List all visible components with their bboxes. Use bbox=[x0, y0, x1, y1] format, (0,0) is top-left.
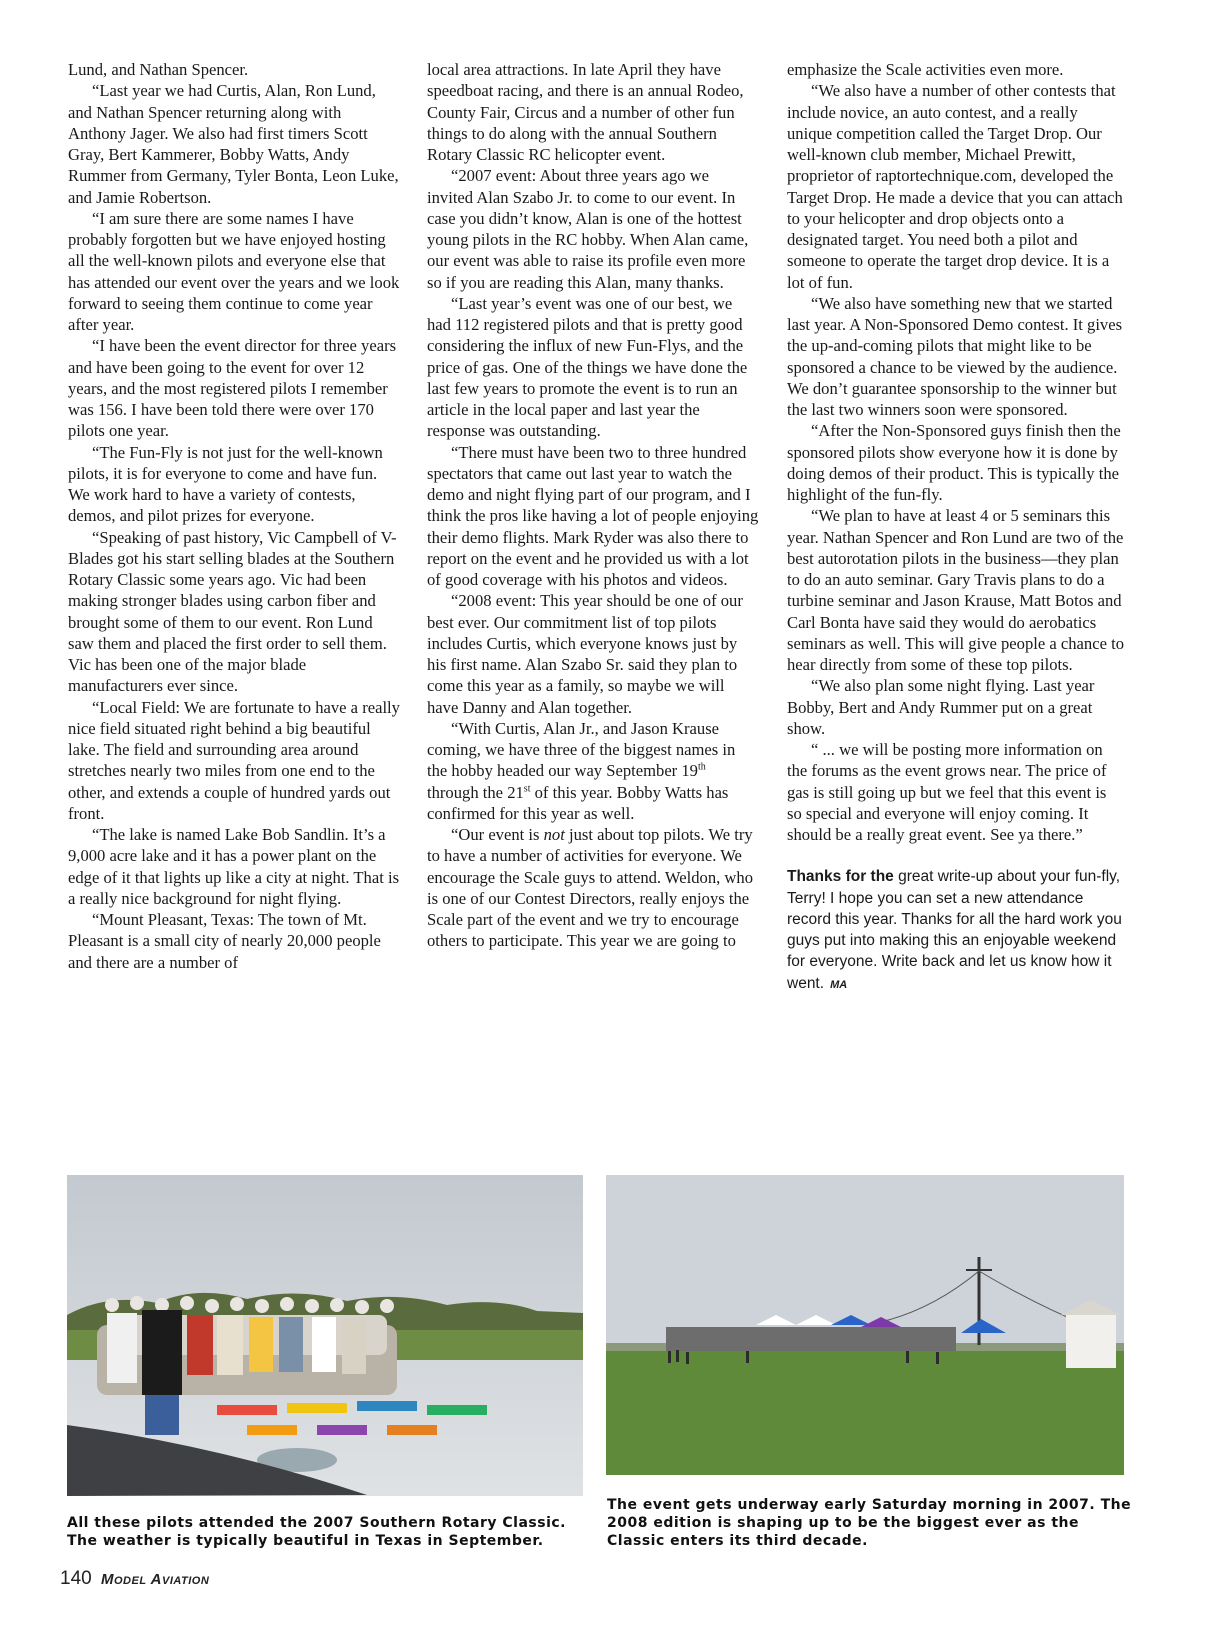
endnote-body: great write-up about your fun-fly, Terry! I hope you can set a new attendance record this year. Thanks for all the hard work you guys put into making this an enjoyable weekend for everyone. Write back and let us know how it went. bbox=[787, 868, 1122, 992]
paragraph: “2008 event: This year should be one of our best ever. Our commitment list of top pilots includes Curtis, which everyone knows just by his first name. Alan Szabo Sr. said they plan to come this year as a family, so maybe we will have Danny and Alan together. bbox=[427, 591, 743, 717]
paragraph: “ ... we will be posting more information on the forums as the event grows near. The price of gas is still going up but we feel that this event is so special and everyone will enjoy coming. It should be a really great event. See ya there.” bbox=[787, 740, 1107, 844]
paragraph: “Mount Pleasant, Texas: The town of Mt. Pleasant is a small city of nearly 20,000 people and there are a number of bbox=[68, 910, 381, 972]
paragraph: “We also have a number of other contests that include novice, an auto contest, and a really unique competition called the Target Drop. Our well-known club member, Michael Prewitt, proprietor of raptortechnique.com, developed the Target Drop. He made a device that you can attach to your helicopter and drop objects onto a designated target. You need both a pilot and someone to operate the target drop device. It is a lot of fun. bbox=[787, 81, 1123, 292]
superscript: st bbox=[523, 782, 531, 794]
field-tents-illustration bbox=[606, 1175, 1124, 1475]
pilots-group-illustration bbox=[67, 1175, 583, 1496]
text-run: “Our event is bbox=[451, 825, 544, 844]
paragraph: “After the Non-Sponsored guys finish then the sponsored pilots show everyone how it is done by doing demos of their product. This is typically the highlight of the fun-fly. bbox=[787, 421, 1121, 504]
paragraph: “Speaking of past history, Vic Campbell of V-Blades got his start selling blades at the Southern Rotary Classic some years ago. Vic had been making stronger blades using carbon fiber and brought some of them to our event. Ron Lund saw them and placed the first order to sell them. Vic has been one of the major blade manufacturers ever since. bbox=[68, 527, 397, 696]
paragraph: Lund, and Nathan Spencer. bbox=[68, 60, 249, 79]
article-column-3 bbox=[787, 59, 1125, 996]
paragraph: “I have been the event director for three years and have been going to the event for over 12 years, and the most registered pilots I remember was 156. I have been told there were over 170 pilots one year. bbox=[68, 336, 397, 441]
photo-caption: All these pilots attended the 2007 Southern Rotary Classic. The weather is typically beautiful in Texas in September. bbox=[67, 1515, 566, 1549]
paragraph: “2007 event: About three years ago we invited Alan Szabo Jr. to come to our event. In case you didn’t know, Alan is one of the hottest young pilots in the RC hobby. When Alan came, our event was able to raise its profile even more so if you are reading this Alan, many thanks. bbox=[427, 166, 749, 292]
editor-endnote bbox=[787, 866, 1125, 996]
pilots-group-photo bbox=[67, 1175, 583, 1496]
magazine-name: Model Aviation bbox=[100, 1571, 210, 1588]
text-run: just about top pilots. We try to have a number of activities for everyone. We encourage the Scale guys to attend. Weldon, who is one of our Contest Directors, really enjoys the Scale part of the event and we try to encourage others to participate. This year we are going to bbox=[427, 825, 753, 951]
page-number: 140 bbox=[60, 1568, 92, 1589]
paragraph bbox=[427, 824, 759, 952]
field-tents-photo bbox=[606, 1175, 1124, 1475]
paragraph: “There must have been two to three hundred spectators that came out last year to watch the demo and night flying part of our program, and I think the pros like having a lot of people enjoying their demo flights. Mark Ryder was also there to report on the event and he provided us with a lot of good coverage with his photos and videos. bbox=[427, 442, 759, 589]
paragraph: emphasize the Scale activities even more. bbox=[787, 60, 1064, 79]
text-run: through the 21 bbox=[427, 782, 524, 802]
emphasis: not bbox=[543, 825, 565, 844]
end-mark: MA bbox=[830, 978, 848, 991]
photo-caption: The event gets underway early Saturday morning in 2007. The 2008 edition is shaping up to be the biggest ever as the Classic enters its third decade. bbox=[607, 1497, 1132, 1549]
text-run: of this year. Bobby Watts has confirmed for this year as well. bbox=[427, 782, 729, 823]
paragraph: “We also plan some night flying. Last year Bobby, Bert and Andy Rummer put on a great show. bbox=[787, 676, 1095, 738]
paragraph: “Last year’s event was one of our best, we had 112 registered pilots and that is pretty good considering the influx of new Fun-Flys, and the price of gas. One of the things we have done the last few years to promote the event is to run an article in the local paper and last year the response was outstanding. bbox=[427, 293, 748, 441]
paragraph: “Last year we had Curtis, Alan, Ron Lund, and Nathan Spencer returning along with Anthony Jager. We also had first timers Scott Gray, Bert Kammerer, Bobby Watts, Andy Rummer from Germany, Tyler Bonta, Leon Luke, and Jamie Robertson. bbox=[68, 81, 399, 207]
superscript: th bbox=[697, 761, 706, 773]
article-column-1 bbox=[68, 59, 400, 973]
paragraph: “The lake is named Lake Bob Sandlin. It’s a 9,000 acre lake and it has a power plant on the edge of it that lights up like a city at night. That is a really nice background for night flying. bbox=[68, 825, 400, 908]
page-footer bbox=[60, 1568, 209, 1590]
paragraph: “We also have something new that we started last year. A Non-Sponsored Demo contest. It gives the up-and-coming pilots that might like to be sponsored a chance to be viewed by the audience. We don’t guarantee sponsorship to the winner but the last two winners soon were sponsored. bbox=[787, 293, 1123, 419]
paragraph: “We plan to have at least 4 or 5 seminars this year. Nathan Spencer and Ron Lund are two of the best autorotation pilots in the business—they plan to do an auto seminar. Gary Travis plans to do a turbine seminar and Jason Krause, Matt Botos and Carl Bonta have said they would do aerobatics seminars as well. This will give people a chance to hear directly from some of these top pilots. bbox=[787, 506, 1125, 674]
paragraph: local area attractions. In late April they have speedboat racing, and there is an annual Rodeo, County Fair, Circus and a number of other fun things to do along with the annual Southern Rotary Classic RC helicopter event. bbox=[427, 60, 744, 164]
paragraph: “I am sure there are some names I have probably forgotten but we have enjoyed hosting all the well-known pilots and everyone else that has attended our event over the years and we look forward to seeing them continue to come year after year. bbox=[68, 208, 400, 334]
article-column-2 bbox=[427, 59, 759, 952]
paragraph: “The Fun-Fly is not just for the well-known pilots, it is for everyone to come and have fun. We work hard to have a variety of contests, demos, and pilot prizes for everyone. bbox=[68, 442, 383, 526]
text-run: “With Curtis, Alan Jr., and Jason Krause coming, we have three of the biggest names in the hobby headed our way September 19 bbox=[427, 718, 736, 781]
paragraph: “Local Field: We are fortunate to have a really nice field situated right behind a big beautiful lake. The field and surrounding area around stretches nearly two miles from one end to the other, and extends a couple of hundred yards out front. bbox=[68, 697, 400, 823]
endnote-lead: Thanks for the bbox=[787, 868, 894, 886]
paragraph bbox=[427, 718, 759, 824]
